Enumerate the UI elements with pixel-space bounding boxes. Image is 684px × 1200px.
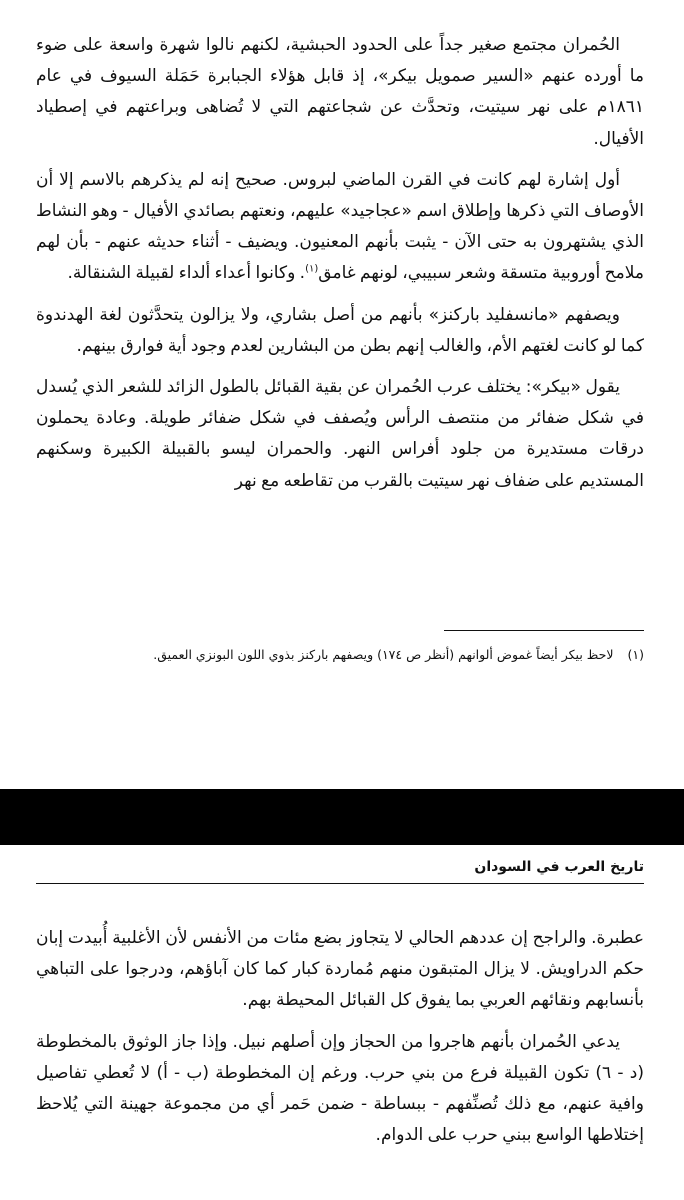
- page-separator: [0, 789, 684, 845]
- footnote-reference: (١): [305, 263, 319, 275]
- bottom-paragraph-1: عطبرة. والراجح إن عددهم الحالي لا يتجاوز بضع مئات من الأنفس لأن الأغلبية أُبيدت إبان حكم الدراويش. لا يزال المتبقون منهم مُماردة كبار كما كان آباؤهم، ودرجوا على التباهي بأنسابهم ونقائهم العربي بما يفوق كل القبائل المحيطة بهم.: [36, 928, 644, 1011]
- top-paragraph-3: ويصفهم «مانسفليد باركنز» بأنهم من أصل بشاري، ولا يزالون يتحدَّثون لغة الهدندوة كما لو كانت لغتهم الأم، والغالب إنهم بطن من البشارين لعدم وجود أية فوارق بينهم.: [36, 304, 644, 356]
- top-paragraph-2-tail: . وكانوا أعداء ألداء لقبيلة الشنقالة.: [67, 263, 306, 284]
- bottom-page-body: [36, 923, 644, 1161]
- top-paragraph-4: يقول «بيكر»: يختلف عرب الحُمران عن بقية القبائل بالطول الزائد للشعر الذي يُسدل في شكل ضفائر من منتصف الرأس ويُصفف في شكل ضفائر طويلة. وعادة يحملون درقات مستديرة من جلود أفراس النهر. والحمران ليسو بالقبيلة الكبيرة وسكنهم المستديم على ضفاف نهر سيتيت بالقرب من تقاطعه مع نهر: [36, 377, 644, 491]
- header-divider: [36, 883, 644, 884]
- footnote-marker: (١): [627, 647, 644, 662]
- running-header: تاريخ العرب في السودان: [474, 859, 644, 875]
- top-paragraph-2-text: أول إشارة لهم كانت في القرن الماضي لبروس. صحيح إنه لم يذكرهم بالاسم إلا أن الأوصاف التي ذكرها وإطلاق اسم «عجاجيد» عليهم، ونعتهم بصائدي الأفيال - وهو النشاط الذي يشتهرون به حتى الآن - يثبت بأنهم المعنيون. ويضيف - أثناء حديثه عنهم - بأن لهم ملامح أوروبية متسقة وشعر سبيبي، لونهم غامق: [36, 169, 644, 284]
- footnote: [36, 643, 644, 667]
- footnote-divider: [444, 630, 644, 631]
- top-paragraph-2: [36, 165, 644, 290]
- top-paragraph-1: الحُمران مجتمع صغير جداً على الحدود الحبشية، لكنهم نالوا شهرة واسعة على ضوء ما أورده عنهم «السير صمويل بيكر»، إذ قابل هؤلاء الجبابرة حَمَلة السيوف في عام ١٨٦١م على نهر سيتيت، وتحدَّث عن شجاعتهم التي لا تُضاهى وبراعتهم في إصطياد الأفيال.: [36, 35, 644, 149]
- bottom-paragraph-2: يدعي الحُمران بأنهم هاجروا من الحجاز وإن أصلهم نبيل. وإذا جاز الوثوق بالمخطوطة (د - ٦) تكون القبيلة فرع من بني حرب. ورغم إن المخطوطة (ب - أ) لا تُعطي تفاصيل وافية عنهم، مع ذلك تُصنِّفهم - ببساطة - ضمن حَمر أي من مجموعة جهينة التي يُلاحظ إختلاطها الواسع ببني حرب على الدوام.: [36, 1031, 644, 1146]
- footnote-text: لاحظ بيكر أيضاً غموض ألوانهم (أنظر ص ١٧٤) ويصفهم باركنز بذوي اللون البونزي العميق.: [153, 647, 614, 662]
- bottom-page: [0, 845, 684, 1200]
- top-page-body: [36, 30, 644, 507]
